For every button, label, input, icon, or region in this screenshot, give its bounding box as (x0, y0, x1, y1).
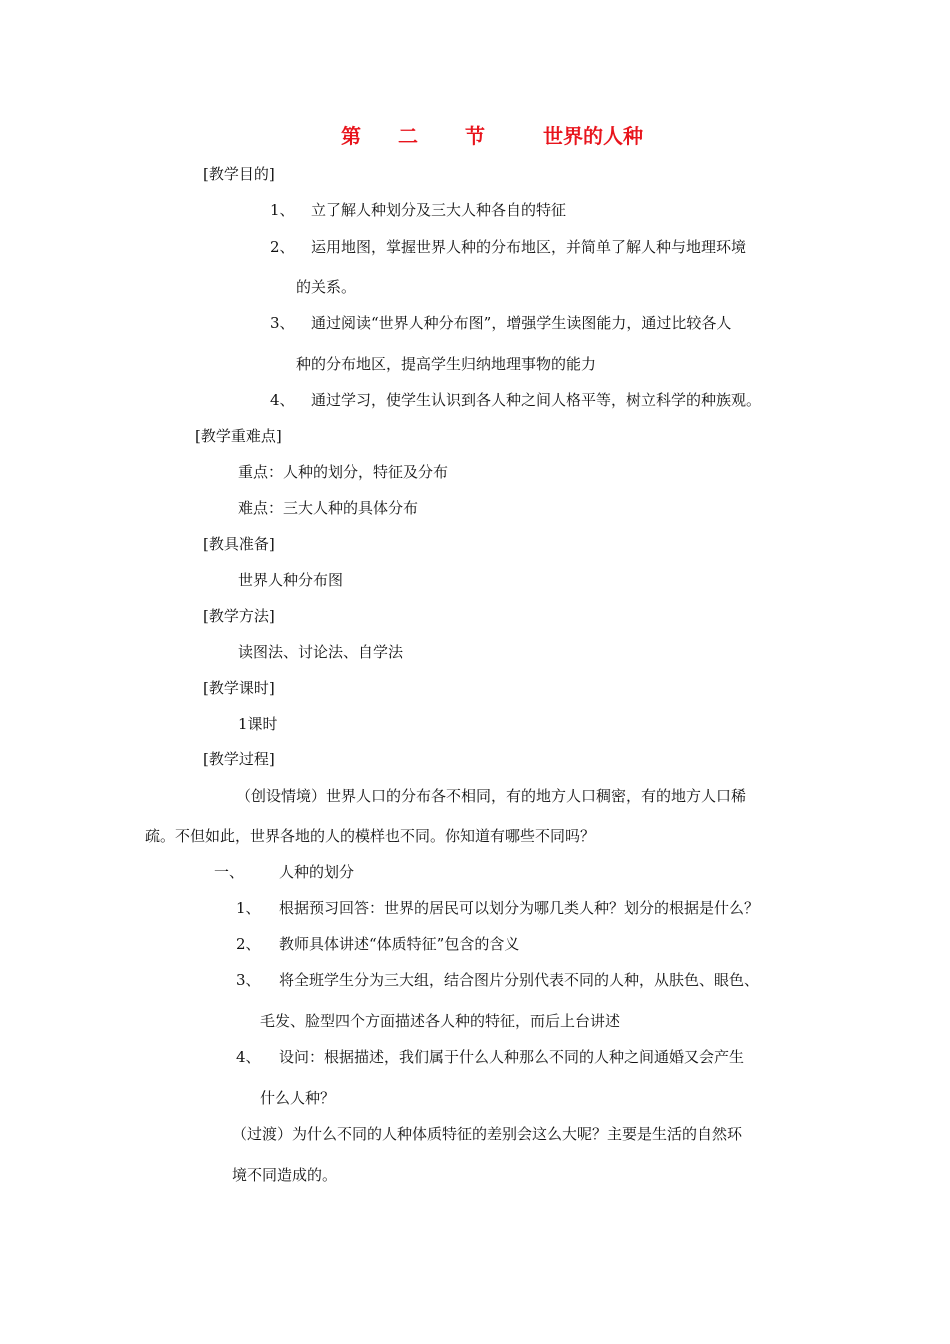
objective-2-continuation: 的关系。 (296, 278, 357, 296)
part-title: 人种的划分 (279, 863, 355, 881)
step-4-continuation: 什么人种？ (260, 1089, 336, 1107)
objective-4-text: 通过学习，使学生认识到各人种之间人格平等，树立科学的种族观。 (311, 391, 762, 409)
keypoint-difficulty: 难点：三大人种的具体分布 (238, 499, 419, 517)
step-4-number: 4、 (236, 1048, 261, 1066)
section-heading-methods: [教学方法] (203, 607, 275, 625)
page-title (0, 124, 950, 148)
transition-line-2: 境不同造成的。 (232, 1166, 338, 1184)
step-3-number: 3、 (236, 971, 261, 989)
process-intro-line-1: （创设情境）世界人口的分布各不相同，有的地方人口稠密，有的地方人口稀 (236, 787, 747, 805)
objective-2-number: 2、 (270, 238, 295, 256)
objective-3-text: 通过阅读“世界人种分布图”，增强学生读图能力，通过比较各人 (311, 314, 732, 332)
transition-line-1: （过渡）为什么不同的人种体质特征的差别会这么大呢？主要是生活的自然环 (232, 1125, 743, 1143)
step-4-text: 设问：根据描述，我们属于什么人种那么不同的人种之间通婚又会产生 (279, 1048, 745, 1066)
objective-4-number: 4、 (270, 391, 295, 409)
objective-1-number: 1、 (270, 201, 295, 219)
step-2-text: 教师具体讲述“体质特征”包含的含义 (279, 935, 520, 953)
section-heading-objectives: [教学目的] (203, 165, 275, 183)
title-part-2: 二 (398, 124, 418, 148)
step-1-number: 1、 (236, 899, 261, 917)
step-3-text: 将全班学生分为三大组，结合图片分别代表不同的人种，从肤色、眼色、 (279, 971, 760, 989)
title-part-4: 世界的人种 (543, 124, 643, 148)
title-part-3: 节 (465, 124, 485, 148)
tools-text: 世界人种分布图 (238, 571, 344, 589)
section-heading-process: [教学过程] (203, 750, 275, 768)
step-2-number: 2、 (236, 935, 261, 953)
objective-1-text: 立了解人种划分及三大人种各自的特征 (311, 201, 567, 219)
section-heading-hours: [教学课时] (203, 679, 275, 697)
part-number: 一、 (214, 863, 245, 881)
objective-3-continuation: 种的分布地区，提高学生归纳地理事物的能力 (296, 355, 597, 373)
process-intro-line-2: 疏。不但如此，世界各地的人的模样也不同。你知道有哪些不同吗？ (145, 827, 596, 845)
methods-text: 读图法、讨论法、自学法 (238, 643, 404, 661)
title-part-1: 第 (341, 124, 361, 148)
keypoint-focus: 重点：人种的划分，特征及分布 (238, 463, 449, 481)
section-heading-tools: [教具准备] (203, 535, 275, 553)
hours-text: 1课时 (238, 715, 278, 733)
section-heading-keypoints: [教学重难点] (195, 427, 282, 445)
objective-2-text: 运用地图，掌握世界人种的分布地区，并简单了解人种与地理环境 (311, 238, 747, 256)
objective-3-number: 3、 (270, 314, 295, 332)
step-1-text: 根据预习回答：世界的居民可以划分为哪几类人种？划分的根据是什么？ (279, 899, 760, 917)
step-3-continuation: 毛发、脸型四个方面描述各人种的特征，而后上台讲述 (260, 1012, 621, 1030)
